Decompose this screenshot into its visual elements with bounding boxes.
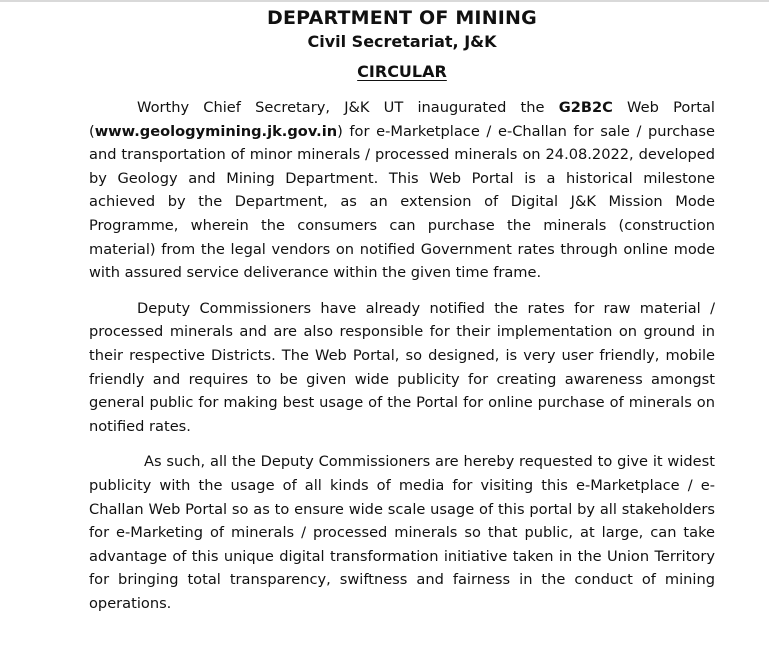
paragraph-1 — [89, 96, 715, 285]
portal-name: G2B2C — [558, 99, 613, 116]
document-header — [0, 6, 769, 83]
paragraph-1-text-b: Web Portal ( — [89, 99, 715, 140]
department-title: DEPARTMENT OF MINING — [267, 7, 537, 29]
portal-url: www.geologymining.jk.gov.in — [94, 122, 338, 140]
top-divider — [0, 0, 769, 2]
paragraph-1-text-a: Worthy Chief Secretary, J&K UT inaugurated the — [137, 99, 559, 116]
circular-body — [89, 96, 715, 615]
secretariat-subtitle: Civil Secretariat, J&K — [307, 32, 497, 51]
paragraph-1-text-c: ) for e-Marketplace / e-Challan for sale / purchase and transportation of minor minerals / processed minerals on 24.08.2022, developed by Geology and Mining Department. This Web Portal is a historical milestone achieved by the Department, as an extension of Digital J&K Mission Mode Programme, wherein the consumers can purchase the minerals (construction material) from the legal vendors on notified Government rates through online mode with assured service deliverance within the given time frame. — [89, 122, 715, 282]
paragraph-3: As such, all the Deputy Commissioners are hereby requested to give it widest publicity with the usage of all kinds of media for visiting this e-Marketplace / e-Challan Web Portal so as to ensure wide scale usage of this portal by all stakeholders for e-Marketing of minerals / processed minerals so that public, at large, can take advantage of this unique digital transformation initiative taken in the Union Territory for bringing total transparency, swiftness and fairness in the conduct of mining operations. — [89, 453, 715, 612]
paragraph-2: Deputy Commissioners have already notified the rates for raw material / processed minerals and are also responsible for their implementation on ground in their respective Districts. The Web Portal, so designed, is very user friendly, mobile friendly and requires to be given wide publicity for creating awareness amongst general public for making best usage of the Portal for online purchase of minerals on notified rates. — [89, 299, 715, 435]
circular-heading: CIRCULAR — [357, 62, 447, 81]
